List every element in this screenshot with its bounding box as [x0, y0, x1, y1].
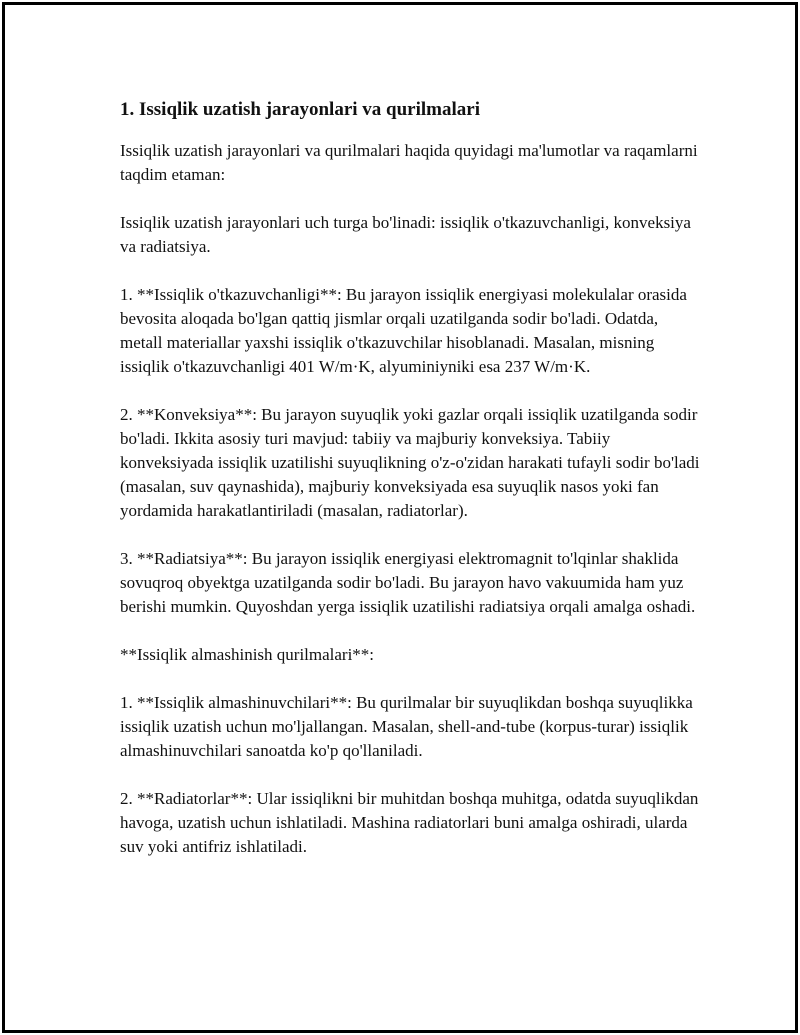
paragraph-convection: 2. **Konveksiya**: Bu jarayon suyuqlik yoki gazlar orqali issiqlik uzatilganda sodir bo'ladi. Ikkita asosiy turi mavjud: tabiiy va majburiy konveksiya. Tabiiy konveksiyada issiqlik uzatilishi suyuqlikning o'z-o'zidan harakati tufayli sodir bo'ladi (masalan, suv qaynashida), majburiy konveksiyada esa suyuqlik nasos yoki fan yordamida harakatlantiriladi (masalan, radiatorlar).: [120, 405, 700, 520]
paragraph-devices-heading: **Issiqlik almashinish qurilmalari**:: [120, 645, 375, 664]
paragraph-conduction: 1. **Issiqlik o'tkazuvchanligi**: Bu jarayon issiqlik energiyasi molekulalar orasida bevosita aloqada bo'lgan qattiq jismlar orqali uzatilganda sodir bo'ladi. Odatda, metall materiallar yaxshi issiqlik o'tkazuvchilar hisoblanadi. Masalan, misning issiqlik o'tkazuvchanligi 401 W/m·K, alyuminiyniki esa 237 W/m·K.: [120, 285, 687, 376]
document-title: 1. Issiqlik uzatish jarayonlari va qurilmalari: [120, 99, 480, 120]
paragraph-heat-exchangers: 1. **Issiqlik almashinuvchilari**: Bu qurilmalar bir suyuqlikdan boshqa suyuqlikka issiqlik uzatish uchun mo'ljallangan. Masalan, shell-and-tube (korpus-turar) issiqlik almashinuvchilari sanoatda ko'p qo'llaniladi.: [120, 693, 693, 760]
paragraph-radiators: 2. **Radiatorlar**: Ular issiqlikni bir muhitdan boshqa muhitga, odatda suyuqlikdan havoga, uzatish uchun ishlatiladi. Mashina radiatorlari buni amalga oshiradi, ularda suv yoki antifriz ishlatiladi.: [120, 789, 699, 856]
paragraph-intro: Issiqlik uzatish jarayonlari va qurilmalari haqida quyidagi ma'lumotlar va raqamlarni taqdim etaman:: [120, 141, 698, 184]
paragraph-types: Issiqlik uzatish jarayonlari uch turga bo'linadi: issiqlik o'tkazuvchanligi, konveksiya va radiatsiya.: [120, 213, 691, 256]
document-body: [120, 97, 700, 883]
paragraph-radiation: 3. **Radiatsiya**: Bu jarayon issiqlik energiyasi elektromagnit to'lqinlar shaklida sovuqroq obyektga uzatilganda sodir bo'ladi. Bu jarayon havo vakuumida ham yuz berishi mumkin. Quyoshdan yerga issiqlik uzatilishi radiatsiya orqali amalga oshadi.: [120, 549, 696, 616]
page-frame: [2, 2, 798, 1033]
